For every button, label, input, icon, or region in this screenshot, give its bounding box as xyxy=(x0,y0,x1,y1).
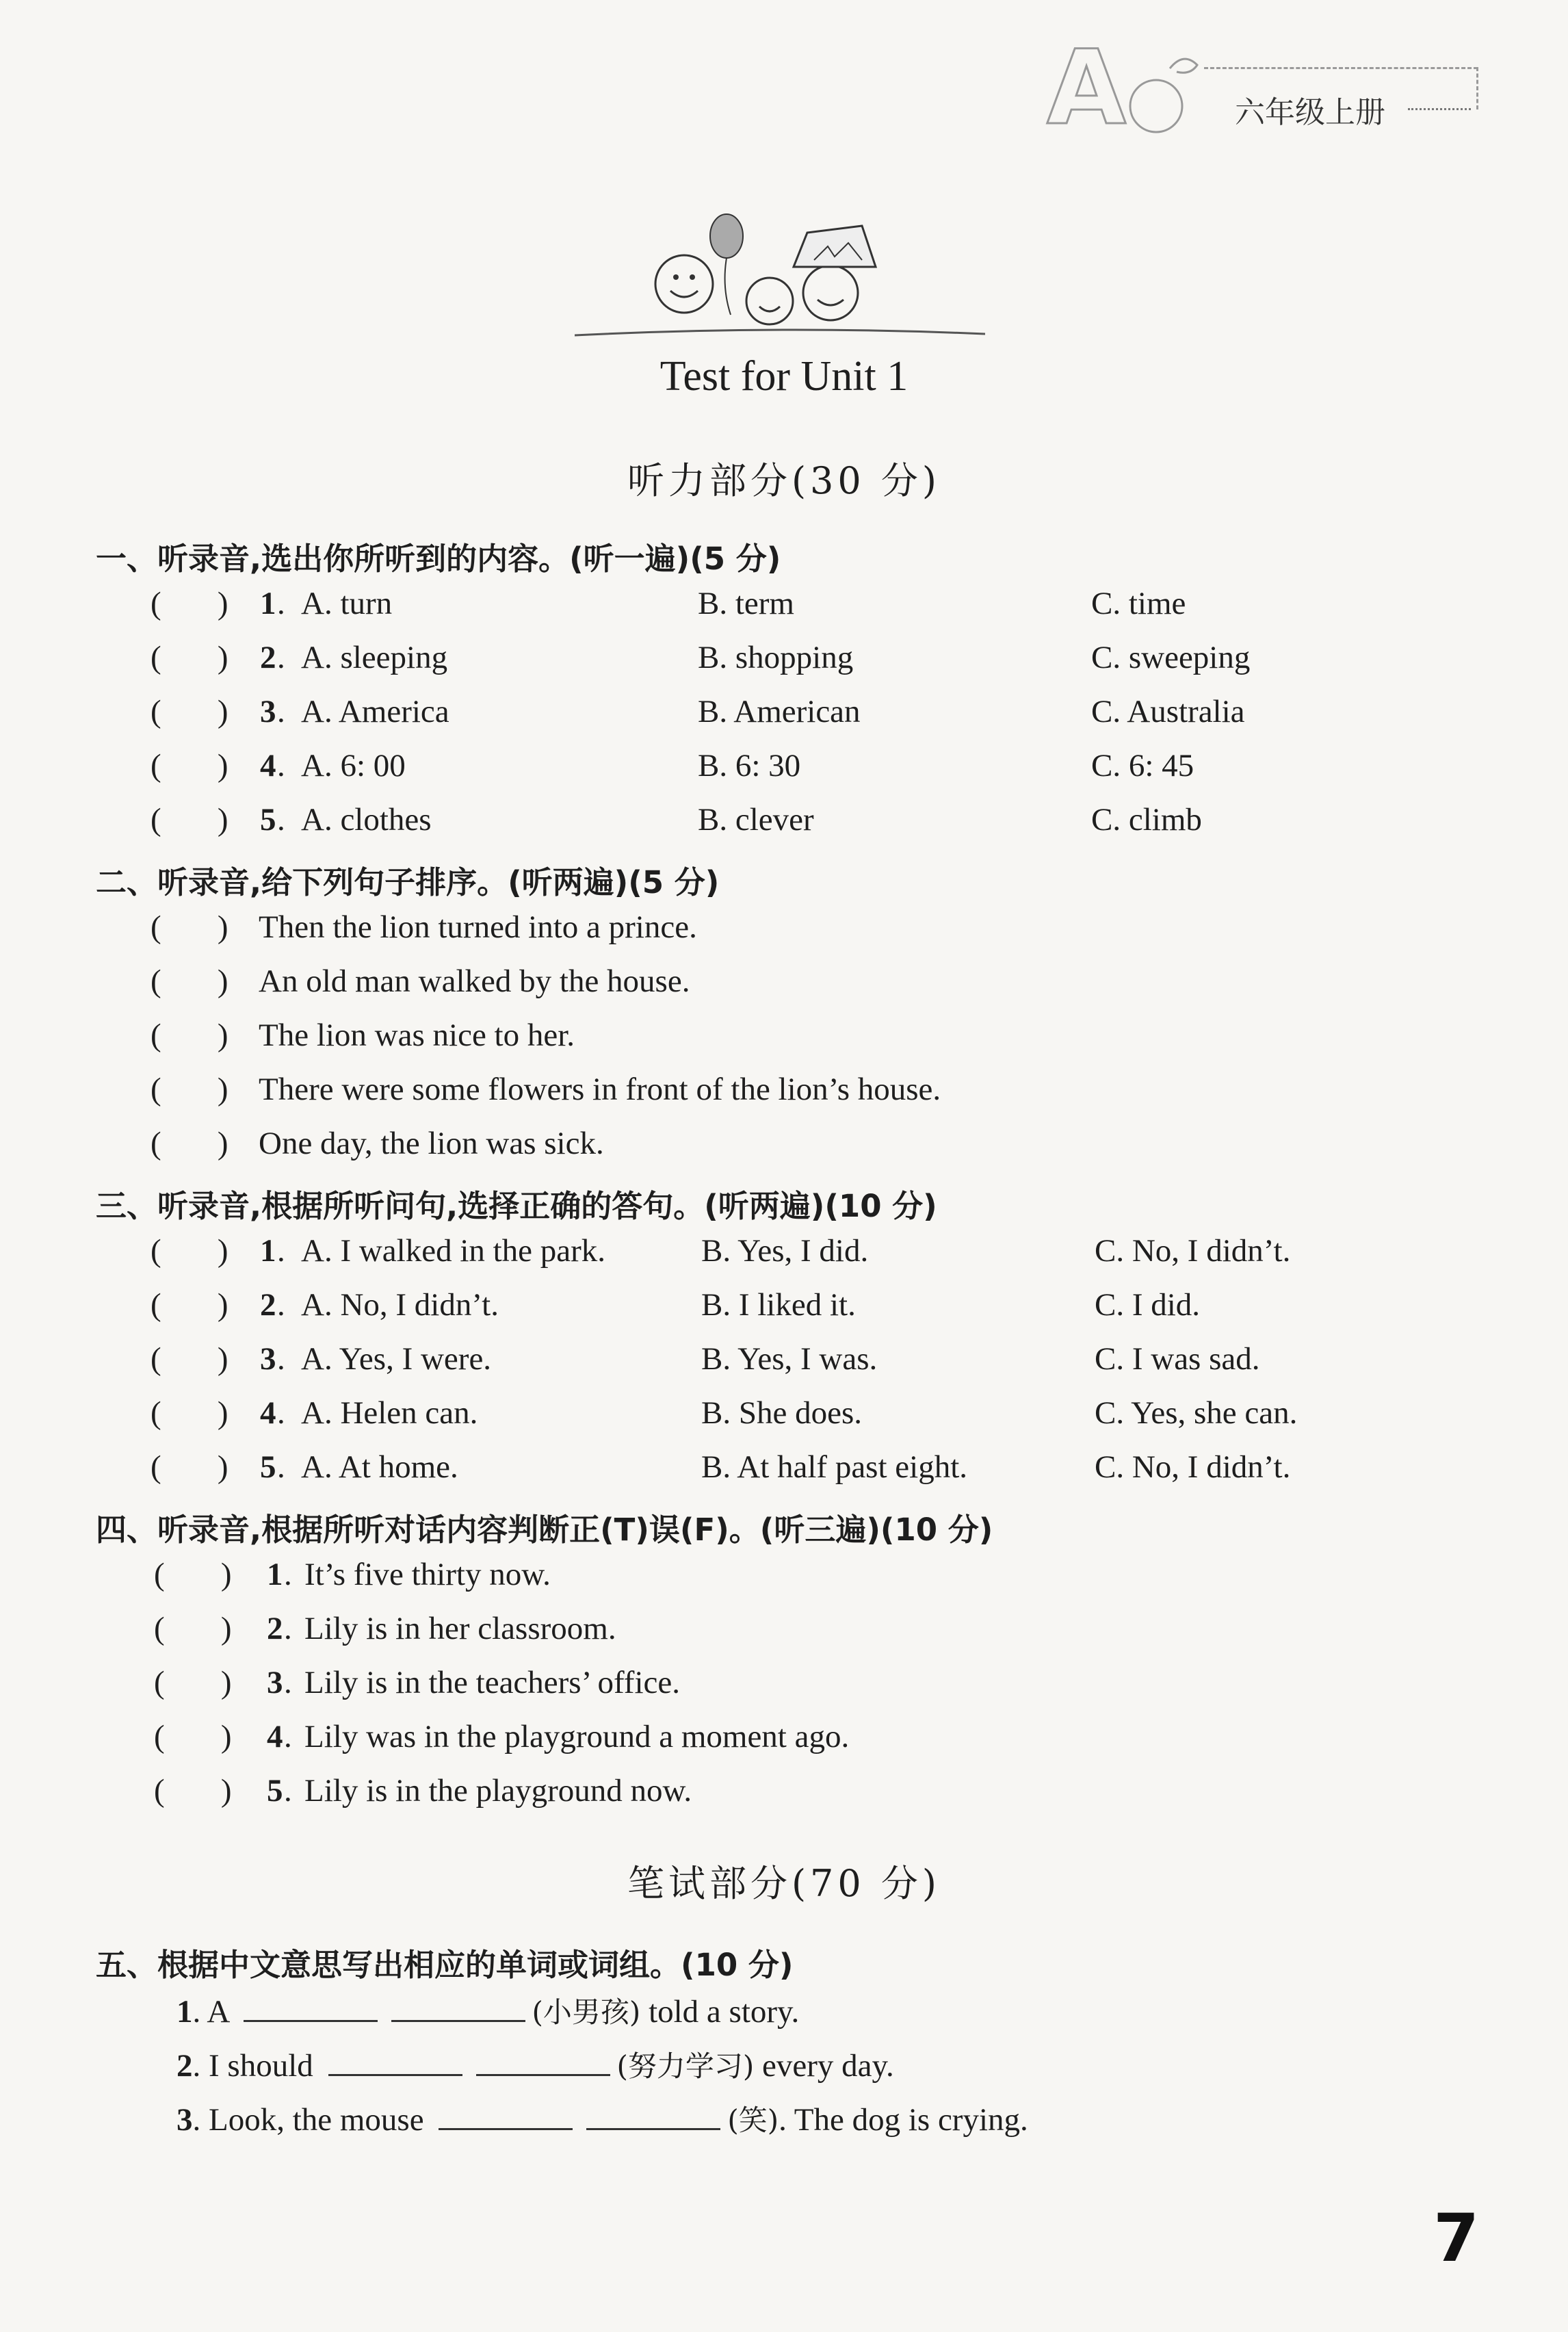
option-c: C. 6: 45 xyxy=(1091,748,1194,783)
statement-text: Lily is in her classroom. xyxy=(304,1611,616,1646)
answer-blank[interactable] xyxy=(391,1993,525,2022)
item-number: 3 xyxy=(260,1341,276,1377)
item-number: 2 xyxy=(260,640,276,675)
header-rule xyxy=(1204,67,1478,69)
answer-bracket[interactable]: ( ) xyxy=(151,1233,228,1269)
option-b: B. Yes, I was. xyxy=(701,1341,878,1377)
option-b: B. shopping xyxy=(698,640,854,675)
statement-text: Lily was in the playground a moment ago. xyxy=(304,1719,850,1754)
option-a: A. Yes, I were. xyxy=(301,1341,492,1377)
option-b: B. 6: 30 xyxy=(698,748,801,783)
option-c: C. time xyxy=(1091,586,1186,621)
answer-bracket[interactable]: ( ) xyxy=(154,1611,232,1646)
answer-bracket[interactable]: ( ) xyxy=(151,1018,228,1053)
statement-text: It’s five thirty now. xyxy=(304,1557,551,1592)
option-b: B. At half past eight. xyxy=(701,1449,968,1485)
option-c: C. No, I didn’t. xyxy=(1095,1449,1291,1485)
header-dots xyxy=(1408,108,1471,110)
answer-bracket[interactable]: ( ) xyxy=(154,1719,232,1754)
answer-blank[interactable] xyxy=(244,1993,378,2022)
part5-item-1: 1. A (小男孩) told a story. xyxy=(177,1994,800,2030)
answer-bracket[interactable]: ( ) xyxy=(151,748,228,783)
sentence-text: The lion was nice to her. xyxy=(259,1018,575,1053)
item-number: 2 xyxy=(260,1287,276,1323)
part2-heading: 二、听录音,给下列句子排序。(听两遍)(5 分) xyxy=(96,864,720,901)
item-number: 3 xyxy=(260,694,276,729)
chinese-hint: (笑) xyxy=(727,2103,779,2137)
chinese-hint: (努力学习) xyxy=(616,2049,755,2083)
option-b: B. She does. xyxy=(701,1395,862,1431)
answer-bracket[interactable]: ( ) xyxy=(151,963,228,999)
page-number: 7 xyxy=(1433,2200,1479,2277)
answer-bracket[interactable]: ( ) xyxy=(151,1449,228,1485)
part5-heading: 五、根据中文意思写出相应的单词或词组。(10 分) xyxy=(96,1947,794,1983)
part1-heading: 一、听录音,选出你所听到的内容。(听一遍)(5 分) xyxy=(96,541,781,577)
item-number: 5 xyxy=(260,802,276,838)
item-number: 2 xyxy=(177,2048,193,2084)
sentence-text: One day, the lion was sick. xyxy=(259,1126,604,1161)
option-a: A. Helen can. xyxy=(301,1395,478,1431)
test-title: Test for Unit 1 xyxy=(659,353,909,400)
item-number: 3 xyxy=(177,2102,193,2138)
option-a: A. clothes xyxy=(301,802,432,838)
kids-icon xyxy=(575,205,985,349)
option-b: B. Yes, I did. xyxy=(701,1233,869,1269)
logo-letters-icon xyxy=(1033,41,1211,144)
grade-label: 六年级上册 xyxy=(1235,95,1385,130)
answer-bracket[interactable]: ( ) xyxy=(151,1341,228,1377)
option-a: A. turn xyxy=(301,586,393,621)
statement-text: Lily is in the teachers’ office. xyxy=(304,1665,680,1700)
listening-section-heading: 听力部分(30 分) xyxy=(627,459,941,502)
answer-bracket[interactable]: ( ) xyxy=(151,586,228,621)
part3-heading: 三、听录音,根据所听问句,选择正确的答句。(听两遍)(10 分) xyxy=(96,1188,937,1224)
answer-bracket[interactable]: ( ) xyxy=(151,909,228,945)
item-number: 1 xyxy=(267,1557,283,1592)
sentence-text: An old man walked by the house. xyxy=(259,963,690,999)
item-number: 2 xyxy=(267,1611,283,1646)
item-number: 4 xyxy=(260,748,276,783)
answer-bracket[interactable]: ( ) xyxy=(154,1557,232,1592)
option-b: B. term xyxy=(698,586,794,621)
option-a: A. sleeping xyxy=(301,640,448,675)
item-number: 1 xyxy=(260,1233,276,1269)
sentence-start: I should xyxy=(209,2048,313,2084)
answer-bracket[interactable]: ( ) xyxy=(151,1287,228,1323)
option-b: B. I liked it. xyxy=(701,1287,856,1323)
answer-blank[interactable] xyxy=(476,2047,610,2076)
item-number: 5 xyxy=(260,1449,276,1485)
option-a: A. America xyxy=(301,694,449,729)
item-number: 4 xyxy=(260,1395,276,1431)
item-number: 1 xyxy=(177,1994,193,2030)
answer-bracket[interactable]: ( ) xyxy=(151,1072,228,1107)
answer-blank[interactable] xyxy=(586,2101,720,2130)
item-number: 5 xyxy=(267,1773,283,1809)
item-number: 1 xyxy=(260,586,276,621)
option-b: B. clever xyxy=(698,802,814,838)
part5-item-3: 3. Look, the mouse (笑). The dog is crying. xyxy=(177,2102,1028,2138)
answer-bracket[interactable]: ( ) xyxy=(154,1773,232,1809)
option-a: A. 6: 00 xyxy=(301,748,406,783)
header-logo xyxy=(1033,41,1211,144)
sentence-end: every day. xyxy=(762,2048,894,2084)
option-c: C. I did. xyxy=(1095,1287,1201,1323)
option-c: C. sweeping xyxy=(1091,640,1251,675)
answer-blank[interactable] xyxy=(328,2047,462,2076)
option-a: A. I walked in the park. xyxy=(301,1233,606,1269)
kids-illustration xyxy=(575,205,985,349)
answer-bracket[interactable]: ( ) xyxy=(151,694,228,729)
option-c: C. I was sad. xyxy=(1095,1341,1260,1377)
option-c: C. climb xyxy=(1091,802,1202,838)
answer-blank[interactable] xyxy=(439,2101,573,2130)
answer-bracket[interactable]: ( ) xyxy=(151,640,228,675)
option-c: C. No, I didn’t. xyxy=(1095,1233,1291,1269)
option-b: B. American xyxy=(698,694,861,729)
sentence-end: told a story. xyxy=(649,1994,800,2030)
header-rule-end xyxy=(1476,67,1478,109)
option-c: C. Australia xyxy=(1091,694,1245,729)
sentence-start: Look, the mouse xyxy=(209,2102,424,2138)
option-a: A. No, I didn’t. xyxy=(301,1287,499,1323)
svg-text:A: A xyxy=(1047,41,1127,144)
answer-bracket[interactable]: ( ) xyxy=(154,1665,232,1700)
sentence-end: . The dog is crying. xyxy=(779,2102,1028,2138)
item-number: 3 xyxy=(267,1665,283,1700)
sentence-text: There were some flowers in front of the lion’s house. xyxy=(259,1072,941,1107)
statement-text: Lily is in the playground now. xyxy=(304,1773,692,1809)
answer-bracket[interactable]: ( ) xyxy=(151,802,228,838)
item-number: 4 xyxy=(267,1719,283,1754)
answer-bracket[interactable]: ( ) xyxy=(151,1395,228,1431)
part4-heading: 四、听录音,根据所听对话内容判断正(T)误(F)。(听三遍)(10 分) xyxy=(96,1512,993,1548)
option-c: C. Yes, she can. xyxy=(1095,1395,1298,1431)
writing-section-heading: 笔试部分(70 分) xyxy=(627,1862,941,1905)
sentence-text: Then the lion turned into a prince. xyxy=(259,909,697,945)
option-a: A. At home. xyxy=(301,1449,458,1485)
answer-bracket[interactable]: ( ) xyxy=(151,1126,228,1161)
chinese-hint: (小男孩) xyxy=(532,1995,641,2029)
part5-item-2: 2. I should (努力学习) every day. xyxy=(177,2048,894,2084)
sentence-start: A xyxy=(207,1994,228,2030)
